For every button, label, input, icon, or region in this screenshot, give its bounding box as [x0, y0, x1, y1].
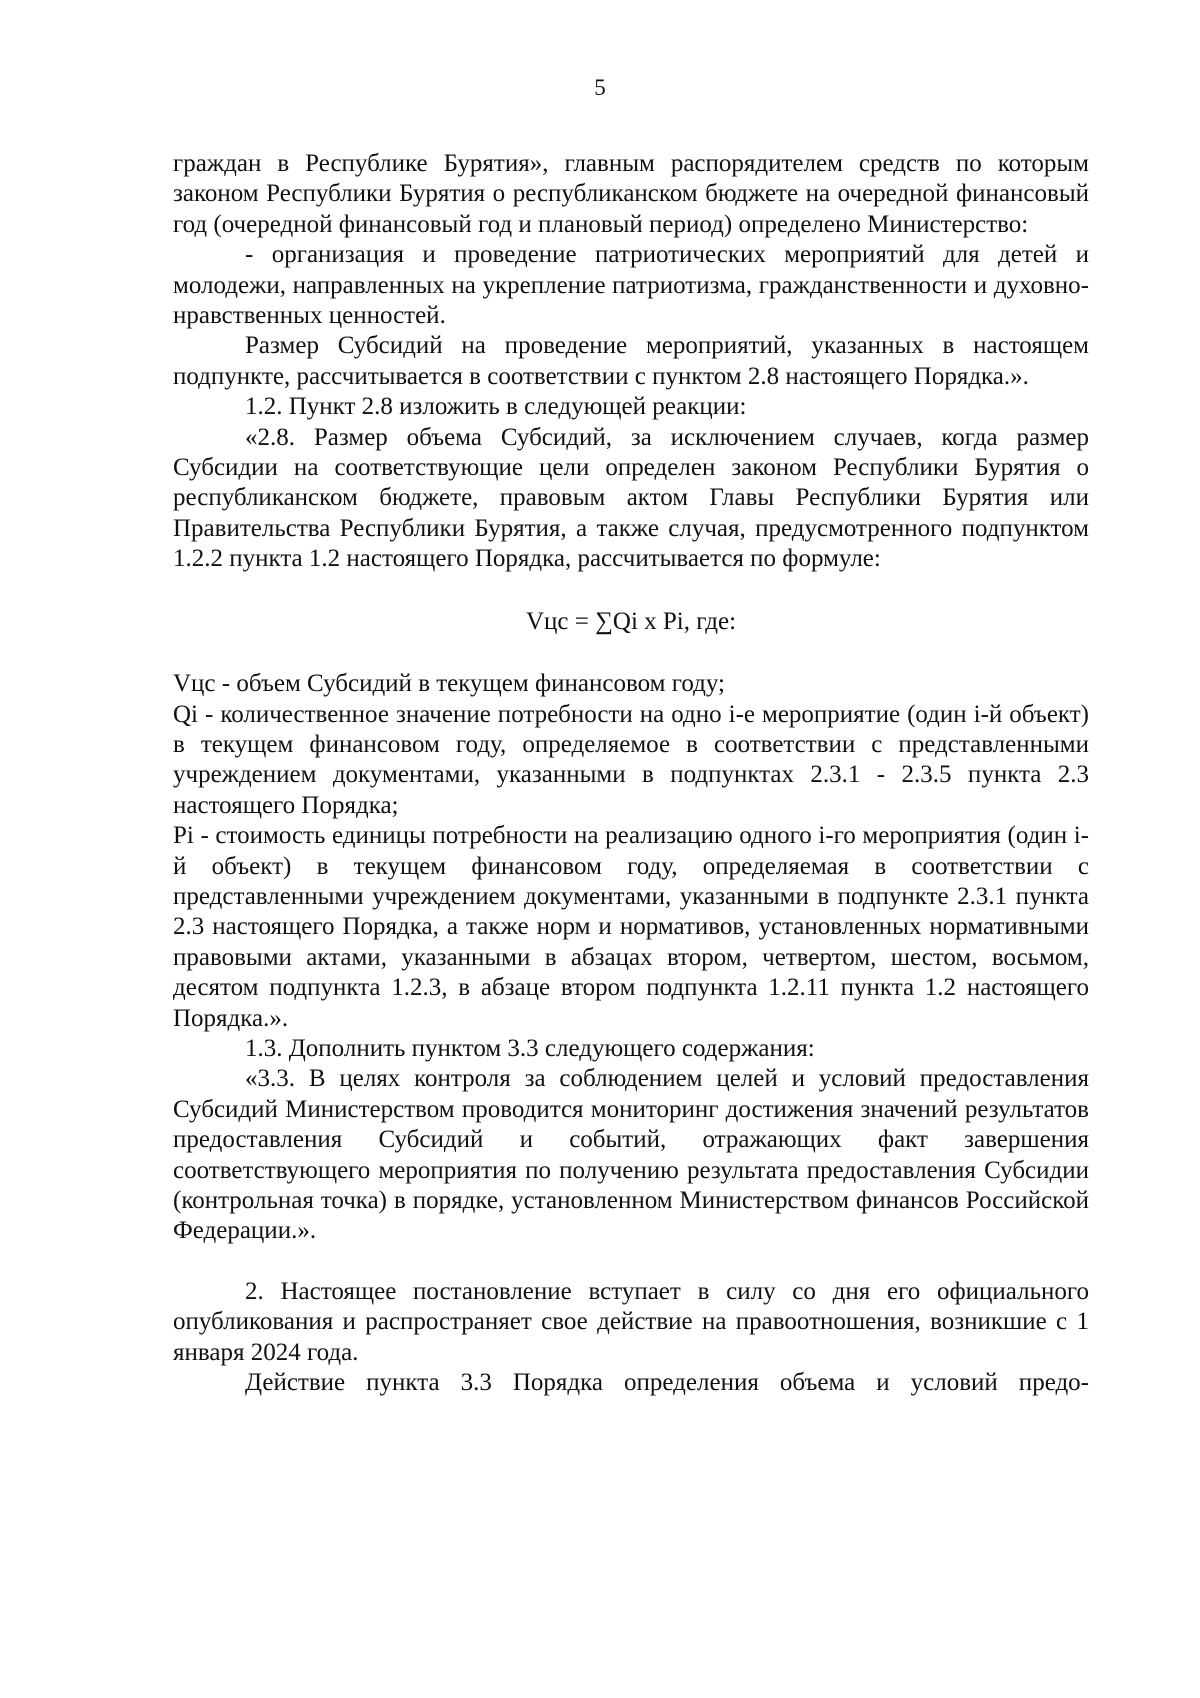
paragraph-item-1-2: 1.2. Пункт 2.8 изложить в следующей реакции: — [245, 393, 747, 421]
paragraph-patriotic-events: - организация и проведение патриотических мероприятий для детей и молодежи, направленных на укрепление патриотизма, гражданственности и духовно-нравственных ценностей. — [173, 241, 1089, 330]
paragraph-item-2-8: «2.8. Размер объема Субсидий, за исключением случаев, когда размер Субсидии на соответствующие цели определен законом Республики Бурятия о республиканском бюджете, правовым актом Главы Республики Бурятия или Правительства Республики Бурятия, а также случая, предусмотренного подпунктом 1.2.2 пункта 1.2 настоящего Порядка, рассчитывается по формуле: — [173, 423, 1089, 573]
paragraph-item-1-3: 1.3. Дополнить пунктом 3.3 следующего содержания: — [245, 1034, 815, 1062]
formula: Vцс = ∑Qi x Pi, где: — [525, 607, 737, 635]
document-body — [173, 149, 1089, 1398]
paragraph-item-2-effective: 2. Настоящее постановление вступает в силу со дня его официального опубликования и распространяет свое действие на правоотношения, возникшие с 1 января 2024 года. — [173, 1277, 1089, 1366]
paragraph-continuation: граждан в Республике Бурятия», главным распорядителем средств по которым законом Республики Бурятия о республиканском бюджете на очередной финансовый год (очередной финансовый год и плановый период) определено Министерство: — [173, 150, 1089, 238]
page-number: 5 — [594, 75, 606, 100]
definition-vcs: Vцс - объем Субсидий в текущем финансовом году; — [173, 670, 725, 698]
definition-pi: Pi - стоимость единицы потребности на реализацию одного i-го мероприятия (один i-й объект) в текущем финансовом году, определяемая в соответствии с представленными учреждением документами, указанными в подпункте 2.3.1 пункта 2.3 настоящего Порядка, а также норм и нормативов, установленных нормативными правовыми актами, указанными в абзацах втором, четвертом, шестом, восьмом, десятом подпункта 1.2.3, в абзаце втором подпункта 1.2.11 пункта 1.2 настоящего Порядка.». — [173, 822, 1089, 1032]
paragraph-item-3-3-action: Действие пункта 3.3 Порядка определения объема и условий предо- — [245, 1369, 1089, 1397]
paragraph-subsidy-size: Размер Субсидий на проведение мероприятий, указанных в настоящем подпункте, рассчитывается в соответствии с пунктом 2.8 настоящего Порядка.». — [173, 332, 1089, 390]
definition-qi: Qi - количественное значение потребности на одно i-е мероприятие (один i-й объект) в текущем финансовом году, определяемое в соответствии с представленными учреждением документами, указанными в подпунктах 2.3.1 - 2.3.5 пункта 2.3 настоящего Порядка; — [173, 700, 1089, 819]
paragraph-gap — [173, 1247, 1089, 1277]
paragraph-item-3-3: «3.3. В целях контроля за соблюдением целей и условий предоставления Субсидий Министерством проводится мониторинг достижения значений результатов предоставления Субсидий и событий, отражающих факт завершения соответствующего мероприятия по получению результата предоставления Субсидии (контрольная точка) в порядке, установленном Министерством финансов Российской Федерации.». — [173, 1065, 1089, 1245]
